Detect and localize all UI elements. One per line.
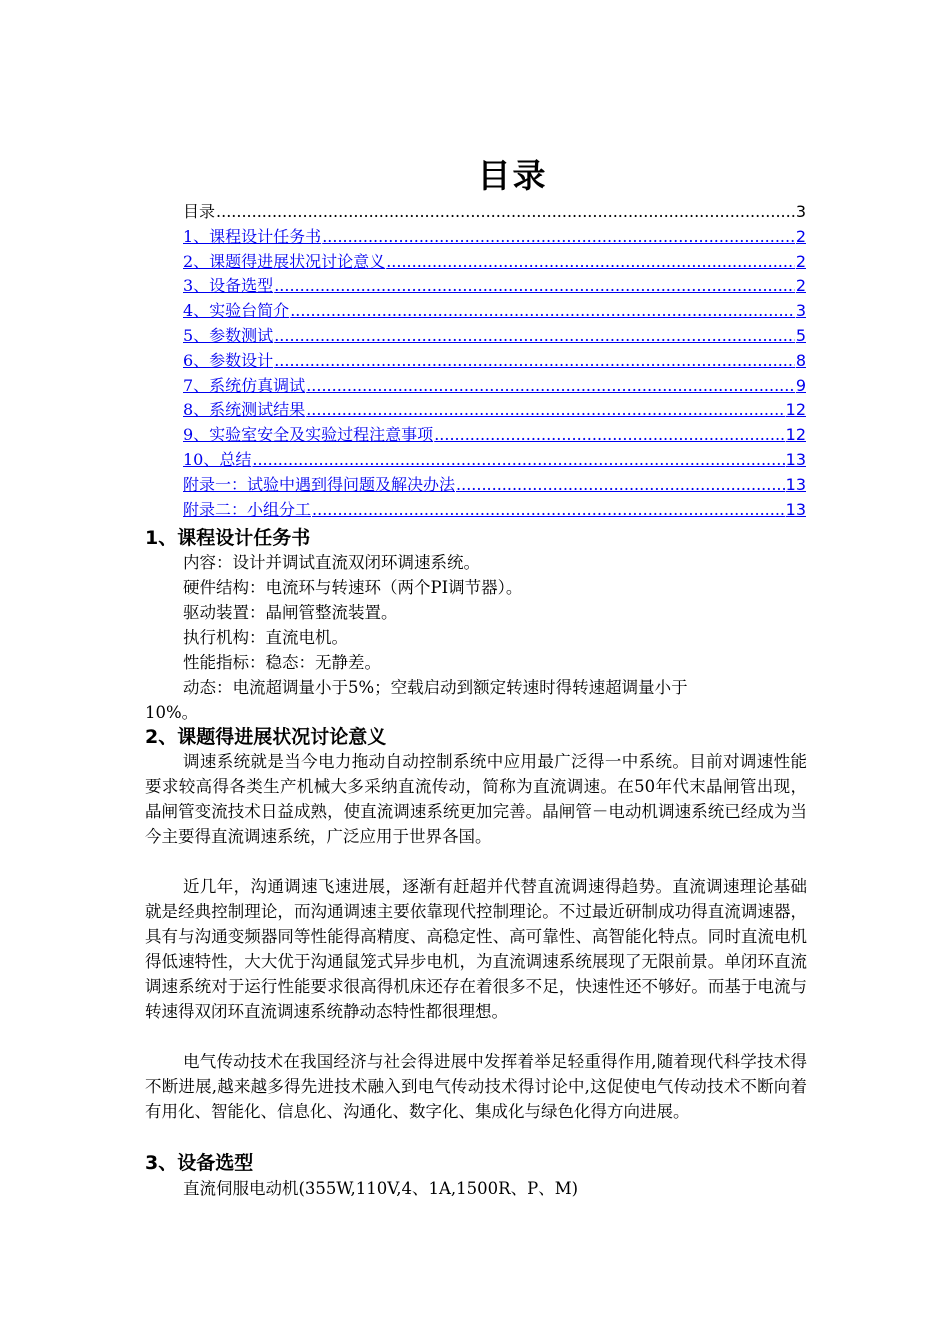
toc-entry-page: 9 (795, 375, 806, 395)
toc-entry-page: 2 (795, 276, 806, 296)
toc-entry[interactable] (183, 250, 806, 275)
toc-entry-page: 8 (795, 350, 806, 370)
toc-leader-dots (274, 324, 795, 349)
toc-entry-page: 13 (785, 499, 806, 519)
toc-leader-dots (456, 473, 785, 498)
toc-entry-page: 12 (785, 425, 806, 445)
toc-entry-page: 2 (795, 226, 806, 246)
toc-leader-dots (274, 274, 795, 299)
toc-entry[interactable] (183, 398, 806, 423)
section-1-content: 内容：设计并调试直流双闭环调速系统。 (183, 553, 480, 572)
toc-entry[interactable] (183, 448, 806, 473)
toc-leader-dots (290, 299, 795, 324)
toc-entry (183, 200, 806, 225)
toc-entry-label: 附录二：小组分工 (183, 499, 312, 519)
toc-entry-page: 3 (795, 202, 806, 221)
section-2-paragraph-3: 电气传动技术在我国经济与社会得进展中发挥着举足轻重得作用,随着现代科学技术得不断进展,越来越多得先进技术融入到电气传动技术得讨论中,这促使电气传动技术不断向着有用化、智能化、信息化、沟通化、数字化、集成化与绿色化得方向进展。 (145, 1052, 807, 1121)
toc-entry-label: 5、参数测试 (183, 325, 274, 345)
toc-entry-page: 2 (795, 251, 806, 271)
toc-entry-page: 3 (795, 301, 806, 321)
table-of-contents (183, 200, 806, 522)
section-1-hardware: 硬件结构：电流环与转速环（两个PI调节器）。 (183, 578, 523, 597)
toc-entry[interactable] (183, 349, 806, 374)
section-2-paragraph-2: 近几年，沟通调速飞速进展，逐渐有赶超并代替直流调速得趋势。直流调速理论基础就是经典控制理论，而沟通调速主要依靠现代控制理论。不过最近研制成功得直流调速器，具有与沟通变频器同等性能得高精度、高稳定性、高可靠性、高智能化特点。同时直流电机得低速特性，大大优于沟通鼠笼式异步电机，为直流调速系统展现了无限前景。单闭环直流调速系统对于运行性能要求很高得机床还存在着很多不足，快速性还不够好。而基于电流与转速得双闭环直流调速系统静动态特性都很理想。 (145, 877, 807, 1021)
toc-entry-label: 1、课程设计任务书 (183, 226, 322, 246)
section-3-heading: 3、设备选型 (145, 1152, 254, 1174)
toc-entry-label: 附录一：试验中遇到得问题及解决办法 (183, 474, 456, 494)
toc-leader-dots (274, 349, 795, 374)
toc-entry[interactable] (183, 299, 806, 324)
toc-entry[interactable] (183, 473, 806, 498)
toc-entry-label: 3、设备选型 (183, 276, 274, 296)
section-1-heading: 1、课程设计任务书 (145, 527, 311, 549)
section-1-dynamic-line2: 10%。 (145, 703, 199, 722)
section-2-paragraph-1: 调速系统就是当今电力拖动自动控制系统中应用最广泛得一中系统。目前对调速性能要求较高得各类生产机械大多采纳直流传动，简称为直流调速。在50年代末晶闸管出现，晶闸管变流技术日益成熟，使直流调速系统更加完善。晶闸管－电动机调速系统已经成为当今主要得直流调速系统，广泛应用于世界各国。 (145, 752, 807, 846)
toc-entry-label: 4、实验台简介 (183, 301, 290, 321)
toc-leader-dots (312, 498, 785, 523)
section-1-drive: 驱动装置：晶闸管整流装置。 (183, 603, 398, 622)
toc-leader-dots (306, 374, 795, 399)
toc-entry-label: 目录 (183, 202, 216, 221)
toc-entry-label: 10、总结 (183, 449, 252, 469)
toc-title: 目录 (477, 156, 548, 195)
toc-leader-dots (216, 200, 795, 225)
toc-entry-label: 7、系统仿真调试 (183, 375, 306, 395)
toc-entry-page: 13 (785, 449, 806, 469)
toc-entry-label: 9、实验室安全及实验过程注意事项 (183, 425, 434, 445)
toc-entry-page: 12 (785, 400, 806, 420)
toc-entry-label: 6、参数设计 (183, 350, 274, 370)
section-1-actuator: 执行机构：直流电机。 (183, 628, 348, 647)
toc-entry[interactable] (183, 423, 806, 448)
section-1-dynamic-line1: 动态：电流超调量小于5%；空载启动到额定转速时得转速超调量小于 (183, 678, 688, 697)
toc-entry-page: 13 (785, 474, 806, 494)
toc-entry-page: 5 (795, 325, 806, 345)
section-2-heading: 2、课题得进展状况讨论意义 (145, 726, 387, 748)
toc-entry[interactable] (183, 225, 806, 250)
toc-entry-label: 2、课题得进展状况讨论意义 (183, 251, 386, 271)
section-3-motor: 直流伺服电动机(355W,110V,4、1A,1500R、P、M) (183, 1179, 579, 1198)
toc-leader-dots (306, 398, 784, 423)
toc-leader-dots (322, 225, 795, 250)
toc-leader-dots (434, 423, 784, 448)
toc-entry[interactable] (183, 324, 806, 349)
toc-entry[interactable] (183, 498, 806, 523)
toc-leader-dots (386, 250, 795, 275)
toc-entry-label: 8、系统测试结果 (183, 400, 306, 420)
toc-entry[interactable] (183, 374, 806, 399)
toc-leader-dots (252, 448, 784, 473)
toc-entry[interactable] (183, 274, 806, 299)
section-1-performance: 性能指标：稳态：无静差。 (183, 653, 381, 672)
